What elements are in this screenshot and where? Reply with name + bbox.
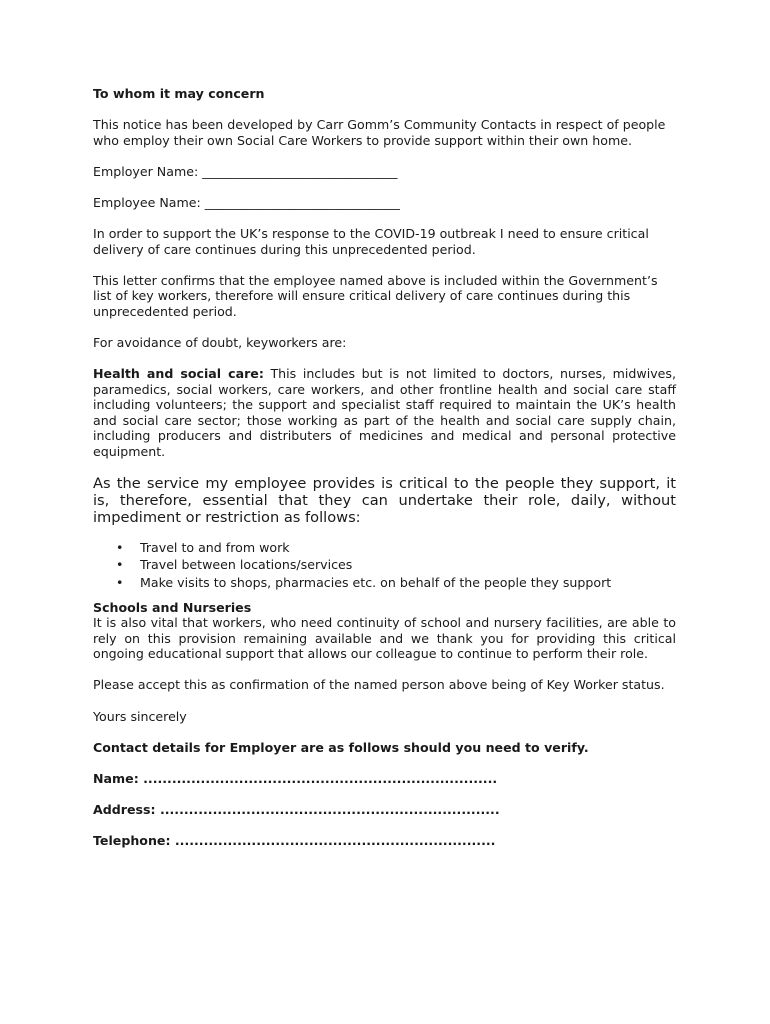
health-social-care-label: Health and social care: — [93, 366, 264, 382]
contact-telephone-line: Telephone: ................................................................... — [93, 832, 496, 848]
contact-address-line: Address: ....................................................................... — [93, 801, 500, 817]
letter-page — [93, 86, 676, 864]
bullet-icon: • — [116, 540, 124, 556]
list-item-text: Travel to and from work — [140, 540, 290, 556]
avoidance-paragraph: For avoidance of doubt, keyworkers are: — [93, 334, 347, 350]
list-item — [116, 556, 676, 573]
schools-heading: Schools and Nurseries — [93, 599, 252, 615]
bullet-icon: • — [116, 574, 124, 590]
health-social-care-text: This includes but is not limited to doctors, nurses, midwives, paramedics, social workers, care workers, and other frontline health and social care staff including volunteers; the support and specialist staff required to maintain the UK’s health and social care sector; those working as part of the health and social care supply chain, including producers and distributers of medicines and medical and personal protective equipment. — [93, 366, 676, 459]
salutation: To whom it may concern — [93, 86, 265, 101]
contact-heading: Contact details for Employer are as follows should you need to verify. — [93, 739, 589, 755]
employer-name-field: Employer Name: _______________________________ — [93, 163, 398, 179]
contact-name-line: Name: .......................................................................... — [93, 770, 498, 786]
confirmation-paragraph: This letter confirms that the employee named above is included within the Government’s list of key workers, therefore will ensure critical delivery of care continues during this unprecedented period. — [93, 272, 658, 319]
schools-paragraph: It is also vital that workers, who need continuity of school and nursery facilities, are able to rely on this provision remaining available and we thank you for providing this critical ongoing educational support that allows our colleague to continue to perform their role. — [93, 615, 676, 662]
covid-paragraph: In order to support the UK’s response to the COVID-19 outbreak I need to ensure critical delivery of care continues during this unprecedented period. — [93, 225, 649, 257]
list-item-text: Travel between locations/services — [140, 557, 353, 573]
health-social-care-paragraph — [93, 366, 676, 460]
bullet-icon: • — [116, 557, 124, 573]
intro-paragraph: This notice has been developed by Carr Gomm’s Community Contacts in respect of people who employ their own Social Care Workers to provide support within their own home. — [93, 117, 666, 148]
employee-name-field: Employee Name: _______________________________ — [93, 194, 400, 210]
signoff: Yours sincerely — [93, 708, 187, 724]
list-item — [116, 539, 676, 556]
service-paragraph: As the service my employee provides is critical to the people they support, it is, therefore, essential that they can undertake their role, daily, without impediment or restriction as follows: — [93, 475, 676, 527]
travel-list — [93, 539, 676, 591]
list-item — [116, 574, 676, 591]
accept-paragraph: Please accept this as confirmation of the named person above being of Key Worker status. — [93, 677, 665, 693]
list-item-text: Make visits to shops, pharmacies etc. on behalf of the people they support — [140, 574, 612, 590]
